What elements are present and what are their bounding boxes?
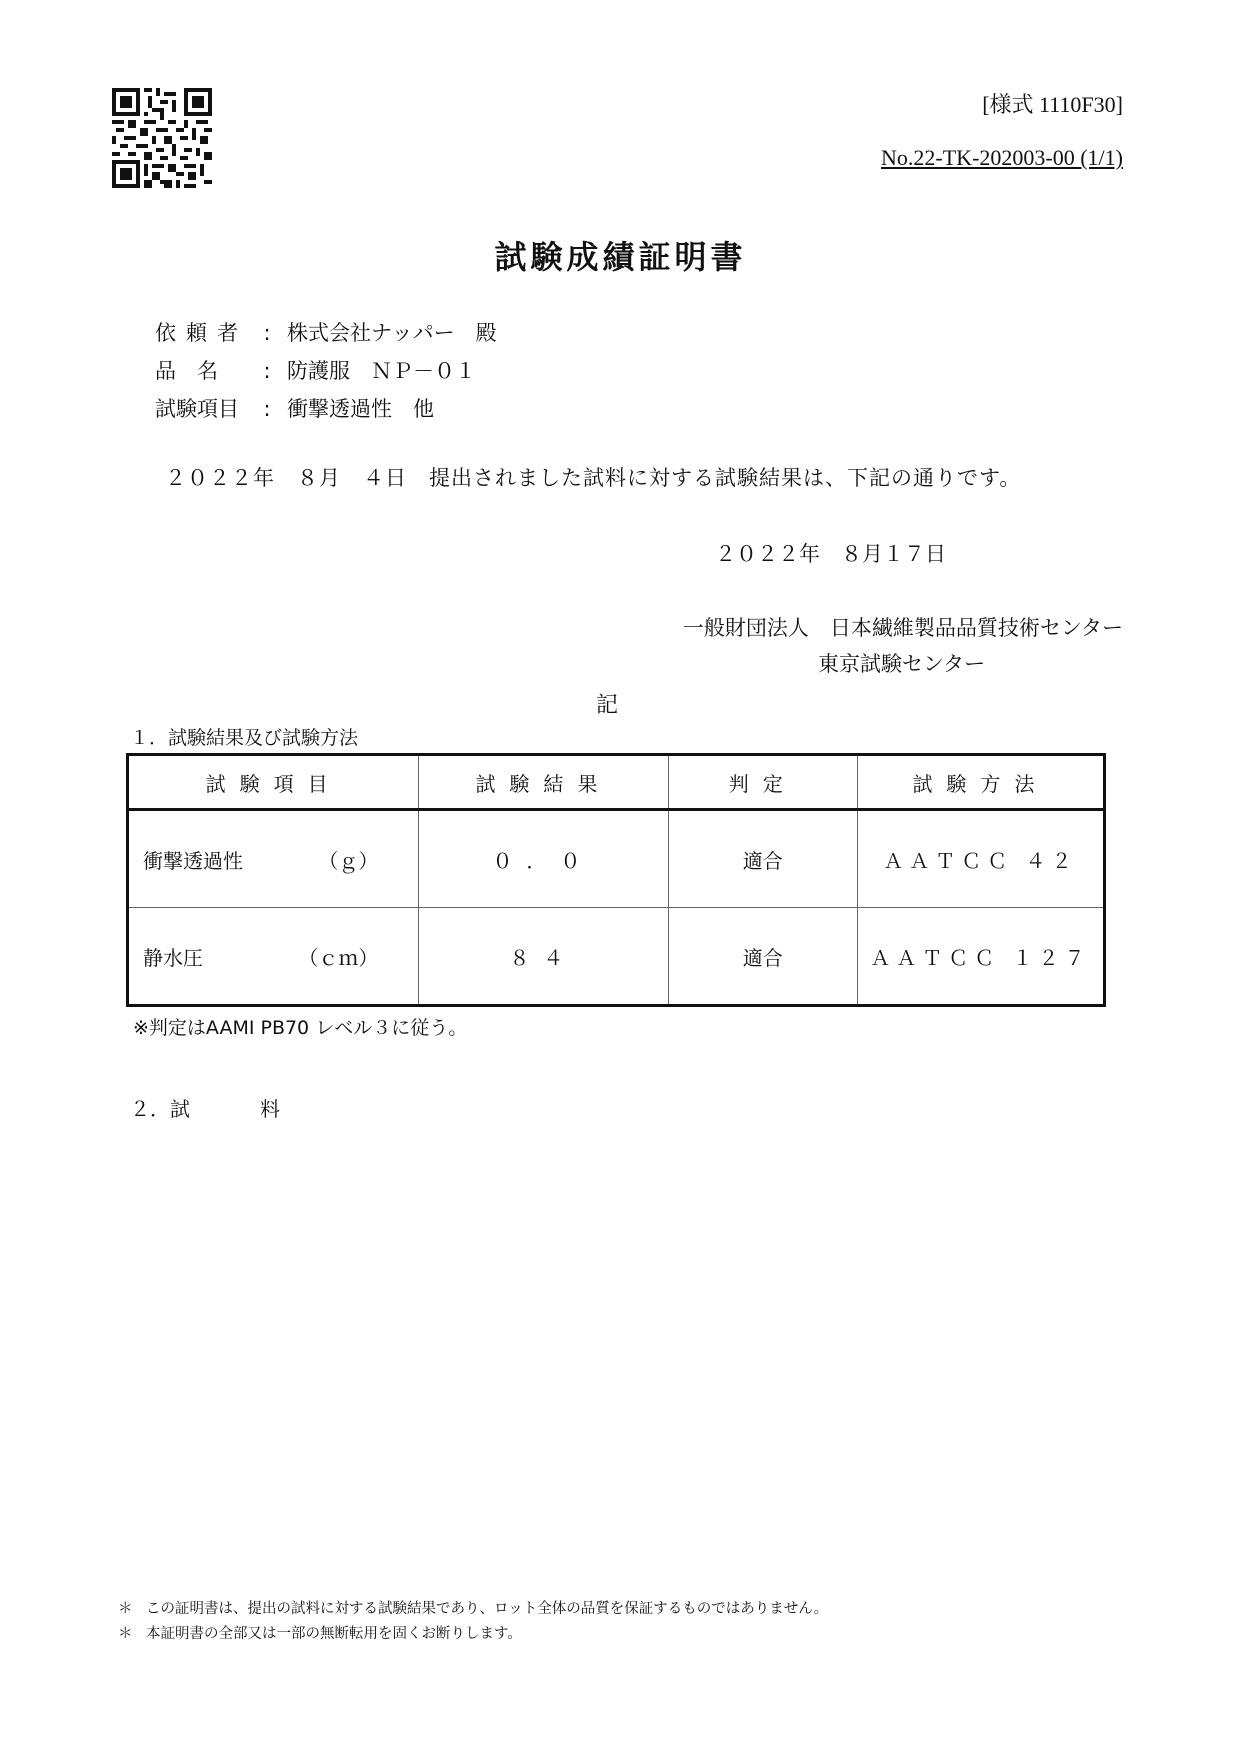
header-test-result: 試験結果 xyxy=(419,755,668,810)
issuer-branch: 東京試験センター xyxy=(818,652,986,676)
ki-mark: 記 xyxy=(596,693,619,718)
item-cell xyxy=(128,810,419,908)
info-row-requester xyxy=(155,317,497,347)
header-test-method: 試験方法 xyxy=(857,755,1104,810)
results-table xyxy=(126,753,1106,1007)
judgement-cell: 適合 xyxy=(668,810,857,908)
table-row xyxy=(128,810,1105,908)
form-number: [様式 1110F30] xyxy=(982,92,1123,117)
section2-title-part1: 試 xyxy=(170,1097,190,1121)
item-name: 衝撃透過性 xyxy=(143,848,243,873)
footnote-mark: ＊ xyxy=(118,1601,133,1617)
footnote-text: 本証明書の全部又は一部の無断転用を固くお断りします。 xyxy=(146,1626,522,1642)
table-header-row xyxy=(128,755,1105,810)
info-row-product xyxy=(155,355,476,385)
footnote-text: この証明書は、提出の試料に対する試験結果であり、ロット全体の品質を保証するものではありません。 xyxy=(146,1601,829,1617)
info-separator: : xyxy=(263,397,271,421)
method-cell: ＡＡＴＣＣ ４２ xyxy=(857,810,1104,908)
footnote-mark: ＊ xyxy=(118,1626,133,1642)
result-cell: ８４ xyxy=(419,908,668,1006)
info-separator: : xyxy=(263,359,271,383)
judgement-cell: 適合 xyxy=(668,908,857,1006)
result-cell: ０．０ xyxy=(419,810,668,908)
issuer-organization: 一般財団法人 日本繊維製品品質技術センター xyxy=(682,616,1123,640)
item-name: 静水圧 xyxy=(143,945,203,970)
document-title: 試験成績証明書 xyxy=(494,238,747,276)
section1-title: １．試験結果及び試験方法 xyxy=(130,727,359,749)
issue-date: ２０２２年 ８月１７日 xyxy=(715,542,946,566)
table-row xyxy=(128,908,1105,1006)
info-label: 品 名 xyxy=(155,359,218,383)
info-label: 試験項目 xyxy=(155,397,239,421)
item-unit: （ｇ） xyxy=(318,848,379,873)
section2-title-part2: 料 xyxy=(260,1097,280,1121)
qr-code xyxy=(112,88,212,188)
method-cell: ＡＡＴＣＣ １２７ xyxy=(857,908,1104,1006)
item-unit: （ｃｍ） xyxy=(298,945,379,970)
item-cell xyxy=(128,908,419,1006)
certificate-number: No.22-TK-202003-00 (1/1) xyxy=(881,145,1123,170)
info-value: 株式会社ナッパー 殿 xyxy=(287,321,497,345)
header-judgement: 判定 xyxy=(668,755,857,810)
footnote xyxy=(118,1622,522,1643)
info-separator: : xyxy=(263,321,271,345)
section2-title xyxy=(130,1093,280,1122)
info-label: 依頼者 xyxy=(155,321,248,345)
footnote xyxy=(118,1597,828,1618)
info-value: 防護服 ＮＰ－０１ xyxy=(287,359,476,383)
info-row-test-items xyxy=(155,393,434,423)
intro-text: ２０２２年 ８月 ４日 提出されました試料に対する試験結果は、下記の通りです。 xyxy=(165,466,1022,490)
info-value: 衝撃透過性 他 xyxy=(287,397,434,421)
judgement-note: ※判定はAAMI PB70 レベル３に従う。 xyxy=(133,1017,468,1039)
header-test-item: 試験項目 xyxy=(128,755,419,810)
section2-number: ２． xyxy=(130,1097,170,1121)
